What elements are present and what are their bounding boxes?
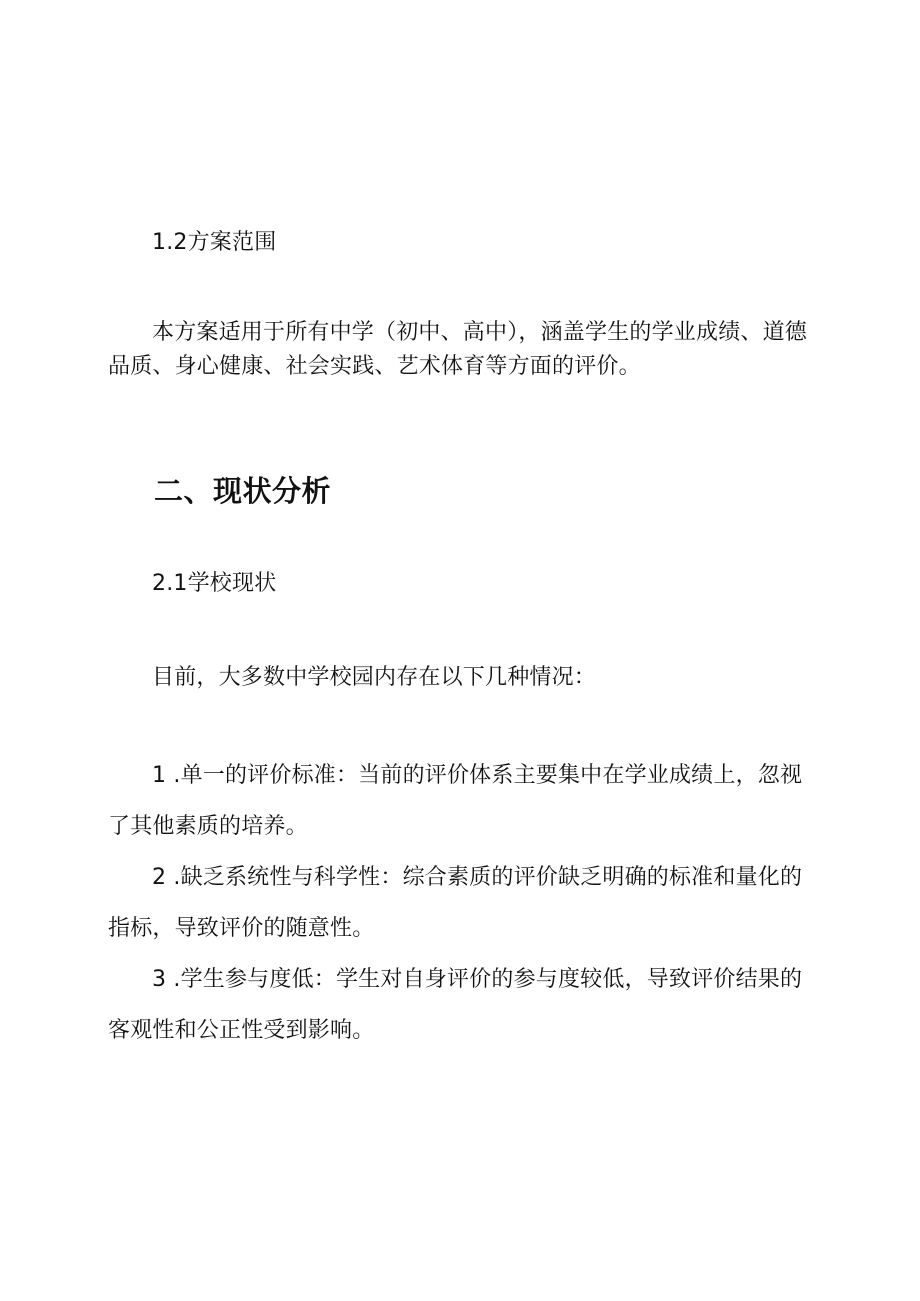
section-1-2-heading: 1.2方案范围 — [152, 230, 277, 255]
section-2-1-intro: 目前，大多数中学校园内存在以下几种情况： — [152, 665, 597, 690]
list-item: 3 .学生参与度低：学生对自身评价的参与度较低，导致评价结果的客观性和公正性受到影响。 — [108, 967, 803, 1043]
section-2-heading: 二、现状分析 — [154, 474, 332, 508]
list-item: 2 .缺乏系统性与科学性：综合素质的评价缺乏明确的标准和量化的指标，导致评价的随意性。 — [108, 865, 803, 941]
list-item: 1 .单一的评价标准：当前的评价体系主要集中在学业成绩上，忽视了其他素质的培养。 — [108, 763, 803, 839]
section-1-2-paragraph: 本方案适用于所有中学（初中、高中），涵盖学生的学业成绩、道德品质、身心健康、社会实践、艺术体育等方面的评价。 — [108, 320, 808, 379]
section-2-1-heading: 2.1学校现状 — [152, 571, 277, 596]
